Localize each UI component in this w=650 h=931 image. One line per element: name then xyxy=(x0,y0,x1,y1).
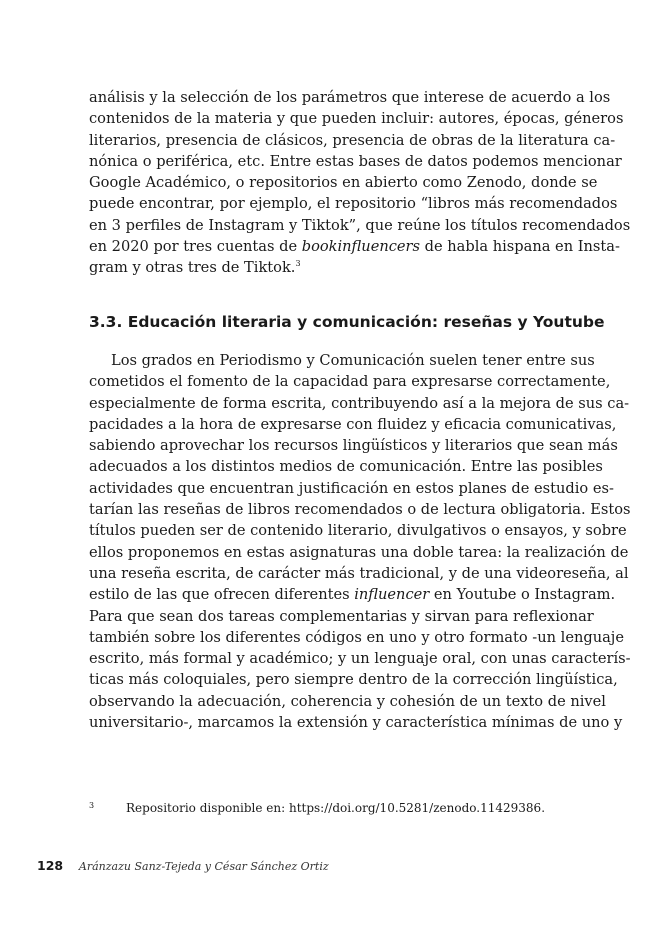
text-line: ellos proponemos en estas asignaturas una doble tarea: la realización de xyxy=(89,543,629,561)
text-segment: estilo de las que ofrecen diferentes xyxy=(89,586,355,604)
text-line: escrito, más formal y académico; y un lenguaje oral, con unas caracterís- xyxy=(89,650,631,668)
footnote-mark: 3 xyxy=(89,801,95,810)
section-heading: 3.3. Educación literaria y comunicación: reseñas y Youtube xyxy=(89,313,605,331)
text-line: Los grados en Periodismo y Comunicación suelen tener entre sus xyxy=(111,352,595,369)
text-line: observando la adecuación, coherencia y cohesión de un texto de nivel xyxy=(89,692,606,710)
text-segment: en Youtube o Instagram. xyxy=(429,586,616,604)
italic-term: bookinfluencers xyxy=(301,238,421,256)
text-line xyxy=(89,584,616,605)
text-line: Para que sean dos tareas complementarias y sirvan para reflexionar xyxy=(89,607,594,625)
text-segment: en 2020 por tres cuentas de xyxy=(89,238,302,256)
text-line xyxy=(89,236,620,257)
text-line: una reseña escrita, de carácter más tradicional, y de una videoreseña, al xyxy=(89,564,629,582)
text-line: análisis y la selección de los parámetros que interese de acuerdo a los xyxy=(89,89,611,106)
page-number: 128 xyxy=(37,858,64,873)
footnote-text: Repositorio disponible en: https://doi.org/10.5281/zenodo.11429386. xyxy=(126,801,546,815)
text-segment: gram y otras tres de Tiktok. xyxy=(89,259,296,277)
italic-term: influencer xyxy=(354,586,430,604)
text-line: pacidades a la hora de expresarse con fluidez y eficacia comunicativas, xyxy=(89,415,617,433)
text-line: Google Académico, o repositorios en abierto como Zenodo, donde se xyxy=(89,174,598,192)
page-footer xyxy=(37,858,329,873)
text-line: sabiendo aprovechar los recursos lingüísticos y literarios que sean más xyxy=(89,437,618,455)
body-paragraph-1 xyxy=(89,87,631,279)
text-segment: de habla hispana en Insta- xyxy=(420,238,620,256)
text-line: títulos pueden ser de contenido literario, divulgativos o ensayos, y sobre xyxy=(89,522,627,540)
text-line: ticas más coloquiales, pero siempre dentro de la corrección lingüística, xyxy=(89,671,618,689)
text-line: especialmente de forma escrita, contribuyendo así a la mejora de sus ca- xyxy=(89,394,630,412)
text-line: tarían las reseñas de libros recomendados o de lectura obligatoria. Estos xyxy=(89,501,631,519)
footnote-reference[interactable]: 3 xyxy=(295,259,301,269)
text-line: en 3 perfiles de Instagram y Tiktok”, que reúne los títulos recomendados xyxy=(89,216,631,234)
text-line xyxy=(89,257,565,278)
text-line: nónica o periférica, etc. Entre estas bases de datos podemos mencionar xyxy=(89,152,622,170)
body-paragraph-2 xyxy=(89,350,631,733)
text-line: contenidos de la materia y que pueden incluir: autores, épocas, géneros xyxy=(89,110,624,128)
text-line: puede encontrar, por ejemplo, el repositorio “libros más recomendados xyxy=(89,195,618,213)
text-line: también sobre los diferentes códigos en uno y otro formato -un lenguaje xyxy=(89,628,624,646)
text-line: literarios, presencia de clásicos, presencia de obras de la literatura ca- xyxy=(89,131,616,149)
text-line: actividades que encuentran justificación en estos planes de estudio es- xyxy=(89,479,614,497)
running-footer-authors: Aránzazu Sanz-Tejeda y César Sánchez Ortiz xyxy=(78,860,329,873)
text-line: universitario-, marcamos la extensión y característica mínimas de uno y xyxy=(89,714,623,732)
text-line: adecuados a los distintos medios de comunicación. Entre las posibles xyxy=(89,458,603,476)
text-line: cometidos el fomento de la capacidad para expresarse correctamente, xyxy=(89,373,611,391)
